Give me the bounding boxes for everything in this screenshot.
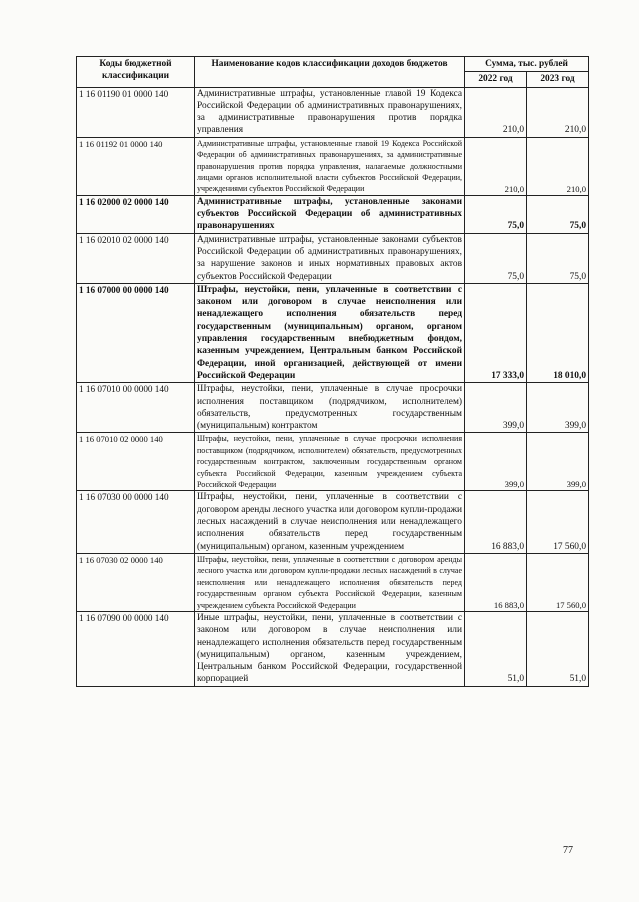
row-name: Штрафы, неустойки, пени, уплаченные в случае просрочки исполнения поставщиком (подрядчиком, исполнителем) обязательств, предусмотренных государственным (муниципальным) контрактом xyxy=(195,383,465,433)
row-value-2022: 75,0 xyxy=(465,233,527,283)
row-value-2022: 17 333,0 xyxy=(465,283,527,382)
row-name: Административные штрафы, установленные законами субъектов Российской Федерации об административных правонарушениях, за нарушение законов и иных нормативных правовых актов субъектов Российской Федерации xyxy=(195,233,465,283)
row-code: 1 16 02010 02 0000 140 xyxy=(77,233,195,283)
row-value-2022: 75,0 xyxy=(465,195,527,233)
table-row xyxy=(77,383,589,433)
row-value-2023: 399,0 xyxy=(527,433,589,491)
row-value-2022: 16 883,0 xyxy=(465,553,527,611)
table-row xyxy=(77,233,589,283)
row-code: 1 16 07000 00 0000 140 xyxy=(77,283,195,382)
table-row xyxy=(77,433,589,491)
row-value-2022: 210,0 xyxy=(465,87,527,137)
row-value-2023: 17 560,0 xyxy=(527,491,589,553)
header-year-2022: 2022 год xyxy=(465,72,527,87)
header-sum: Сумма, тыс. рублей xyxy=(465,57,589,72)
table-row xyxy=(77,553,589,611)
row-value-2022: 16 883,0 xyxy=(465,491,527,553)
row-code: 1 16 07090 00 0000 140 xyxy=(77,612,195,687)
row-code: 1 16 01190 01 0000 140 xyxy=(77,87,195,137)
table-row xyxy=(77,491,589,553)
row-code: 1 16 07030 02 0000 140 xyxy=(77,553,195,611)
table-row xyxy=(77,87,589,137)
row-code: 1 16 07010 00 0000 140 xyxy=(77,383,195,433)
row-value-2022: 399,0 xyxy=(465,383,527,433)
row-name: Штрафы, неустойки, пени, уплаченные в соответствии с законом или договором в случае неисполнения или ненадлежащего исполнения обязательств перед государственным (муниципальным) органом, органом управления государственным внебюджетным фондом, казенным учреждением, Центральным банком Российской Федерации, иной организацией, действующей от имени Российской Федерации xyxy=(195,283,465,382)
table-row xyxy=(77,283,589,382)
row-value-2023: 210,0 xyxy=(527,87,589,137)
row-value-2023: 210,0 xyxy=(527,137,589,195)
row-value-2023: 75,0 xyxy=(527,233,589,283)
row-name: Административные штрафы, установленные главой 19 Кодекса Российской Федерации об административных правонарушениях, за административные правонарушения против порядка управления xyxy=(195,87,465,137)
row-name: Штрафы, неустойки, пени, уплаченные в соответствии с договором аренды лесного участка или договором купли-продажи лесных насаждений в случае неисполнения или ненадлежащего исполнения обязательств перед государственным (муниципальным) органом, казенным учреждением xyxy=(195,491,465,553)
page-number: 77 xyxy=(563,845,573,856)
row-value-2022: 51,0 xyxy=(465,612,527,687)
table-header-row xyxy=(77,57,589,72)
budget-revenue-table xyxy=(76,56,589,687)
row-code: 1 16 07010 02 0000 140 xyxy=(77,433,195,491)
row-name: Штрафы, неустойки, пени, уплаченные в случае просрочки исполнения поставщиком (подрядчиком, исполнителем) обязательств, предусмотренных государственным контрактом, заключенным государственным органом субъекта Российской Федерации, казенным учреждением субъекта Российской Федерации xyxy=(195,433,465,491)
row-value-2023: 51,0 xyxy=(527,612,589,687)
table-row xyxy=(77,137,589,195)
row-name: Иные штрафы, неустойки, пени, уплаченные в соответствии с законом или договором в случае неисполнения или ненадлежащего исполнения обязательств перед государственным (муниципальным) органом, казенным учреждением, Центральным банком Российской Федерации, государственной корпорацией xyxy=(195,612,465,687)
header-year-2023: 2023 год xyxy=(527,72,589,87)
row-value-2022: 399,0 xyxy=(465,433,527,491)
header-name: Наименование кодов классификации доходов бюджетов xyxy=(195,57,465,88)
row-name: Административные штрафы, установленные главой 19 Кодекса Российской Федерации об административных правонарушениях, за административные правонарушения против порядка управления, налагаемые должностными лицами органов исполнительной власти субъектов Российской Федерации, учреждениями субъектов Российской Федерации xyxy=(195,137,465,195)
row-code: 1 16 01192 01 0000 140 xyxy=(77,137,195,195)
row-code: 1 16 07030 00 0000 140 xyxy=(77,491,195,553)
row-name: Штрафы, неустойки, пени, уплаченные в соответствии с договором аренды лесного участка или договором купли-продажи лесных насаждений в случае неисполнения или ненадлежащего исполнения обязательств перед государственным органом субъекта Российской Федерации, казенным учреждением субъекта Российской Федерации xyxy=(195,553,465,611)
row-name: Административные штрафы, установленные законами субъектов Российской Федерации об административных правонарушениях xyxy=(195,195,465,233)
row-value-2023: 399,0 xyxy=(527,383,589,433)
row-value-2023: 18 010,0 xyxy=(527,283,589,382)
row-value-2023: 75,0 xyxy=(527,195,589,233)
document-page xyxy=(76,56,588,687)
header-codes: Коды бюджетной классификации xyxy=(77,57,195,88)
row-code: 1 16 02000 02 0000 140 xyxy=(77,195,195,233)
table-row xyxy=(77,612,589,687)
table-row xyxy=(77,195,589,233)
row-value-2023: 17 560,0 xyxy=(527,553,589,611)
row-value-2022: 210,0 xyxy=(465,137,527,195)
